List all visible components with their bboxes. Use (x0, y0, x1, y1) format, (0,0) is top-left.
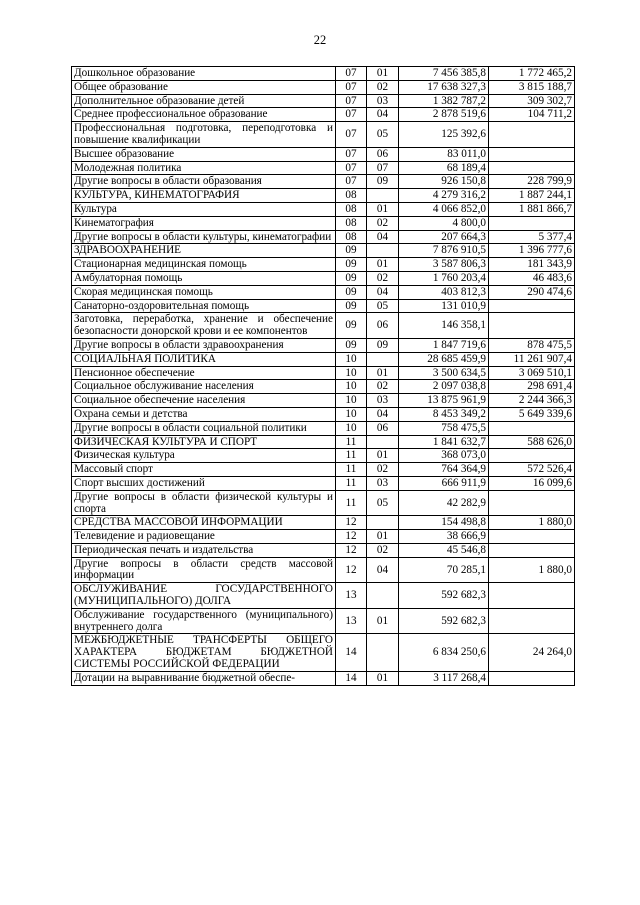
row-amount-second: 309 302,7 (489, 94, 575, 108)
table-row (72, 671, 575, 685)
row-amount-total: 926 150,8 (399, 175, 489, 189)
row-name: КУЛЬТУРА, КИНЕМАТОГРАФИЯ (72, 189, 336, 203)
row-name: Спорт высших достижений (72, 476, 336, 490)
table-row (72, 449, 575, 463)
row-amount-total: 3 500 634,5 (399, 366, 489, 380)
row-section-code: 09 (336, 258, 367, 272)
row-amount-total: 592 682,3 (399, 608, 489, 634)
table-row (72, 108, 575, 122)
row-amount-total: 6 834 250,6 (399, 634, 489, 671)
row-amount-second (489, 583, 575, 609)
row-amount-total: 4 800,0 (399, 216, 489, 230)
row-subsection-code: 09 (367, 338, 399, 352)
row-subsection-code (367, 189, 399, 203)
row-amount-second: 2 244 366,3 (489, 394, 575, 408)
row-subsection-code: 02 (367, 271, 399, 285)
row-name: СОЦИАЛЬНАЯ ПОЛИТИКА (72, 352, 336, 366)
table-row (72, 202, 575, 216)
row-name: Профессиональная подготовка, переподготовка и повышение квалификации (72, 122, 336, 148)
row-amount-total: 764 364,9 (399, 463, 489, 477)
row-section-code: 14 (336, 671, 367, 685)
table-row (72, 299, 575, 313)
row-section-code: 07 (336, 122, 367, 148)
row-name: Обслуживание государственного (муниципального) внутреннего долга (72, 608, 336, 634)
row-amount-second: 181 343,9 (489, 258, 575, 272)
row-subsection-code: 04 (367, 557, 399, 583)
row-section-code: 09 (336, 313, 367, 339)
row-subsection-code: 02 (367, 543, 399, 557)
row-section-code: 07 (336, 94, 367, 108)
row-name: ОБСЛУЖИВАНИЕ ГОСУДАРСТВЕННОГО (МУНИЦИПАЛЬНОГО) ДОЛГА (72, 583, 336, 609)
row-subsection-code: 02 (367, 463, 399, 477)
row-section-code: 11 (336, 476, 367, 490)
row-amount-second: 878 475,5 (489, 338, 575, 352)
row-section-code: 08 (336, 230, 367, 244)
row-section-code: 14 (336, 634, 367, 671)
row-name: Социальное обеспечение населения (72, 394, 336, 408)
row-subsection-code: 04 (367, 285, 399, 299)
row-section-code: 09 (336, 299, 367, 313)
row-section-code: 13 (336, 608, 367, 634)
row-subsection-code: 02 (367, 380, 399, 394)
row-amount-total: 3 587 806,3 (399, 258, 489, 272)
row-section-code: 07 (336, 175, 367, 189)
row-name: Другие вопросы в области здравоохранения (72, 338, 336, 352)
row-section-code: 10 (336, 380, 367, 394)
row-name: Другие вопросы в области культуры, кинематографии (72, 230, 336, 244)
table-row (72, 244, 575, 258)
row-amount-second (489, 147, 575, 161)
row-section-code: 07 (336, 67, 367, 81)
row-name: СРЕДСТВА МАССОВОЙ ИНФОРМАЦИИ (72, 516, 336, 530)
row-amount-second (489, 122, 575, 148)
row-section-code: 09 (336, 271, 367, 285)
row-subsection-code: 06 (367, 147, 399, 161)
row-amount-second: 3 069 510,1 (489, 366, 575, 380)
row-amount-total: 146 358,1 (399, 313, 489, 339)
row-name: Стационарная медицинская помощь (72, 258, 336, 272)
table-row (72, 463, 575, 477)
row-name: Охрана семьи и детства (72, 407, 336, 421)
row-amount-second (489, 161, 575, 175)
table-row (72, 557, 575, 583)
row-amount-second (489, 421, 575, 435)
row-amount-total: 38 666,9 (399, 530, 489, 544)
row-section-code: 07 (336, 108, 367, 122)
row-amount-second (489, 608, 575, 634)
page-number: 22 (313, 33, 327, 47)
row-amount-total: 207 664,3 (399, 230, 489, 244)
row-section-code: 11 (336, 435, 367, 449)
table-row (72, 230, 575, 244)
row-amount-total: 131 010,9 (399, 299, 489, 313)
row-subsection-code (367, 516, 399, 530)
row-subsection-code: 02 (367, 80, 399, 94)
row-name: Массовый спорт (72, 463, 336, 477)
row-amount-total: 7 876 910,5 (399, 244, 489, 258)
row-subsection-code: 09 (367, 175, 399, 189)
row-amount-total: 592 682,3 (399, 583, 489, 609)
row-amount-second: 1 772 465,2 (489, 67, 575, 81)
row-amount-second (489, 313, 575, 339)
row-name: Периодическая печать и издательства (72, 543, 336, 557)
row-amount-second: 5 377,4 (489, 230, 575, 244)
row-amount-second (489, 216, 575, 230)
row-subsection-code: 04 (367, 407, 399, 421)
row-amount-total: 7 456 385,8 (399, 67, 489, 81)
row-amount-second: 588 626,0 (489, 435, 575, 449)
row-amount-total: 125 392,6 (399, 122, 489, 148)
row-amount-total: 8 453 349,2 (399, 407, 489, 421)
row-section-code: 11 (336, 490, 367, 516)
row-amount-second (489, 543, 575, 557)
row-section-code: 09 (336, 285, 367, 299)
row-name: Пенсионное обеспечение (72, 366, 336, 380)
row-subsection-code: 04 (367, 108, 399, 122)
row-name: МЕЖБЮДЖЕТНЫЕ ТРАНСФЕРТЫ ОБЩЕГО ХАРАКТЕРА БЮДЖЕТАМ БЮДЖЕТНОЙ СИСТЕМЫ РОССИЙСКОЙ ФЕДЕРАЦИИ (72, 634, 336, 671)
row-subsection-code: 01 (367, 258, 399, 272)
row-name: Физическая культура (72, 449, 336, 463)
row-subsection-code: 01 (367, 671, 399, 685)
row-amount-second (489, 299, 575, 313)
row-amount-total: 83 011,0 (399, 147, 489, 161)
row-section-code: 07 (336, 80, 367, 94)
row-section-code: 11 (336, 463, 367, 477)
table-row (72, 94, 575, 108)
row-amount-total: 42 282,9 (399, 490, 489, 516)
table-row (72, 421, 575, 435)
budget-table-body (72, 67, 575, 686)
row-subsection-code: 06 (367, 421, 399, 435)
row-amount-second: 11 261 907,4 (489, 352, 575, 366)
table-row (72, 634, 575, 671)
table-row (72, 543, 575, 557)
row-amount-second: 104 711,2 (489, 108, 575, 122)
row-subsection-code (367, 244, 399, 258)
row-amount-total: 17 638 327,3 (399, 80, 489, 94)
table-row (72, 67, 575, 81)
row-name: Дотации на выравнивание бюджетной обеспе- (72, 671, 336, 685)
table-row (72, 338, 575, 352)
row-amount-second: 1 880,0 (489, 516, 575, 530)
table-row (72, 435, 575, 449)
table-row (72, 258, 575, 272)
row-section-code: 10 (336, 407, 367, 421)
row-amount-second: 46 483,6 (489, 271, 575, 285)
row-amount-second: 572 526,4 (489, 463, 575, 477)
row-subsection-code: 01 (367, 202, 399, 216)
row-name: Другие вопросы в области образования (72, 175, 336, 189)
budget-table (71, 66, 575, 686)
table-row (72, 490, 575, 516)
row-name: Другие вопросы в области средств массовой информации (72, 557, 336, 583)
row-amount-second: 24 264,0 (489, 634, 575, 671)
row-amount-total: 4 279 316,2 (399, 189, 489, 203)
row-section-code: 10 (336, 421, 367, 435)
row-subsection-code (367, 352, 399, 366)
table-row (72, 394, 575, 408)
table-row (72, 313, 575, 339)
row-amount-second: 1 880,0 (489, 557, 575, 583)
row-subsection-code: 04 (367, 230, 399, 244)
row-amount-total: 70 285,1 (399, 557, 489, 583)
row-amount-total: 403 812,3 (399, 285, 489, 299)
row-subsection-code: 01 (367, 449, 399, 463)
table-row (72, 380, 575, 394)
row-amount-total: 2 878 519,6 (399, 108, 489, 122)
row-amount-second (489, 490, 575, 516)
row-section-code: 07 (336, 147, 367, 161)
row-amount-total: 1 847 719,6 (399, 338, 489, 352)
row-name: Общее образование (72, 80, 336, 94)
table-row (72, 407, 575, 421)
row-section-code: 09 (336, 338, 367, 352)
row-name: Другие вопросы в области социальной политики (72, 421, 336, 435)
row-subsection-code: 01 (367, 608, 399, 634)
row-subsection-code: 03 (367, 394, 399, 408)
row-amount-total: 45 546,8 (399, 543, 489, 557)
row-amount-total: 1 760 203,4 (399, 271, 489, 285)
row-amount-total: 2 097 038,8 (399, 380, 489, 394)
table-row (72, 175, 575, 189)
row-amount-total: 68 189,4 (399, 161, 489, 175)
row-name: Социальное обслуживание населения (72, 380, 336, 394)
row-amount-total: 4 066 852,0 (399, 202, 489, 216)
row-subsection-code (367, 435, 399, 449)
table-row (72, 80, 575, 94)
row-amount-total: 3 117 268,4 (399, 671, 489, 685)
row-subsection-code: 05 (367, 490, 399, 516)
table-row (72, 147, 575, 161)
row-amount-second: 298 691,4 (489, 380, 575, 394)
row-name: Среднее профессиональное образование (72, 108, 336, 122)
row-subsection-code: 02 (367, 216, 399, 230)
row-name: Молодежная политика (72, 161, 336, 175)
row-amount-second: 16 099,6 (489, 476, 575, 490)
table-row (72, 608, 575, 634)
row-section-code: 10 (336, 394, 367, 408)
row-name: Дошкольное образование (72, 67, 336, 81)
row-amount-second: 3 815 188,7 (489, 80, 575, 94)
row-section-code: 12 (336, 543, 367, 557)
row-name: Кинематография (72, 216, 336, 230)
table-row (72, 189, 575, 203)
table-row (72, 530, 575, 544)
row-amount-second: 290 474,6 (489, 285, 575, 299)
row-amount-total: 28 685 459,9 (399, 352, 489, 366)
table-row (72, 216, 575, 230)
row-subsection-code: 01 (367, 67, 399, 81)
table-row (72, 161, 575, 175)
row-name: Дополнительное образование детей (72, 94, 336, 108)
row-section-code: 09 (336, 244, 367, 258)
table-row (72, 366, 575, 380)
row-subsection-code: 05 (367, 122, 399, 148)
row-section-code: 10 (336, 352, 367, 366)
row-amount-total: 666 911,9 (399, 476, 489, 490)
row-subsection-code: 06 (367, 313, 399, 339)
table-row (72, 583, 575, 609)
row-amount-second (489, 530, 575, 544)
row-section-code: 12 (336, 557, 367, 583)
row-amount-second (489, 671, 575, 685)
row-section-code: 12 (336, 530, 367, 544)
row-name: Культура (72, 202, 336, 216)
row-amount-total: 758 475,5 (399, 421, 489, 435)
row-amount-second: 1 396 777,6 (489, 244, 575, 258)
row-subsection-code: 03 (367, 94, 399, 108)
table-row (72, 516, 575, 530)
table-row (72, 352, 575, 366)
table-row (72, 122, 575, 148)
row-section-code: 08 (336, 216, 367, 230)
row-amount-second (489, 449, 575, 463)
row-section-code: 13 (336, 583, 367, 609)
row-subsection-code (367, 583, 399, 609)
row-name: Телевидение и радиовещание (72, 530, 336, 544)
row-amount-second: 228 799,9 (489, 175, 575, 189)
row-name: Заготовка, переработка, хранение и обеспечение безопасности донорской крови и ее компонентов (72, 313, 336, 339)
row-amount-total: 1 841 632,7 (399, 435, 489, 449)
row-section-code: 07 (336, 161, 367, 175)
row-section-code: 08 (336, 189, 367, 203)
row-subsection-code: 05 (367, 299, 399, 313)
row-section-code: 08 (336, 202, 367, 216)
row-amount-second: 1 887 244,1 (489, 189, 575, 203)
row-name: Скорая медицинская помощь (72, 285, 336, 299)
row-amount-total: 154 498,8 (399, 516, 489, 530)
row-name: ЗДРАВООХРАНЕНИЕ (72, 244, 336, 258)
row-amount-total: 368 073,0 (399, 449, 489, 463)
row-amount-second: 5 649 339,6 (489, 407, 575, 421)
row-subsection-code: 01 (367, 530, 399, 544)
row-subsection-code (367, 634, 399, 671)
row-name: Другие вопросы в области физической культуры и спорта (72, 490, 336, 516)
row-name: Высшее образование (72, 147, 336, 161)
row-section-code: 12 (336, 516, 367, 530)
row-subsection-code: 01 (367, 366, 399, 380)
row-amount-second: 1 881 866,7 (489, 202, 575, 216)
table-row (72, 476, 575, 490)
row-subsection-code: 07 (367, 161, 399, 175)
row-name: Санаторно-оздоровительная помощь (72, 299, 336, 313)
row-name: ФИЗИЧЕСКАЯ КУЛЬТУРА И СПОРТ (72, 435, 336, 449)
table-row (72, 285, 575, 299)
row-section-code: 11 (336, 449, 367, 463)
row-subsection-code: 03 (367, 476, 399, 490)
row-name: Амбулаторная помощь (72, 271, 336, 285)
row-amount-total: 1 382 787,2 (399, 94, 489, 108)
row-amount-total: 13 875 961,9 (399, 394, 489, 408)
row-section-code: 10 (336, 366, 367, 380)
table-row (72, 271, 575, 285)
